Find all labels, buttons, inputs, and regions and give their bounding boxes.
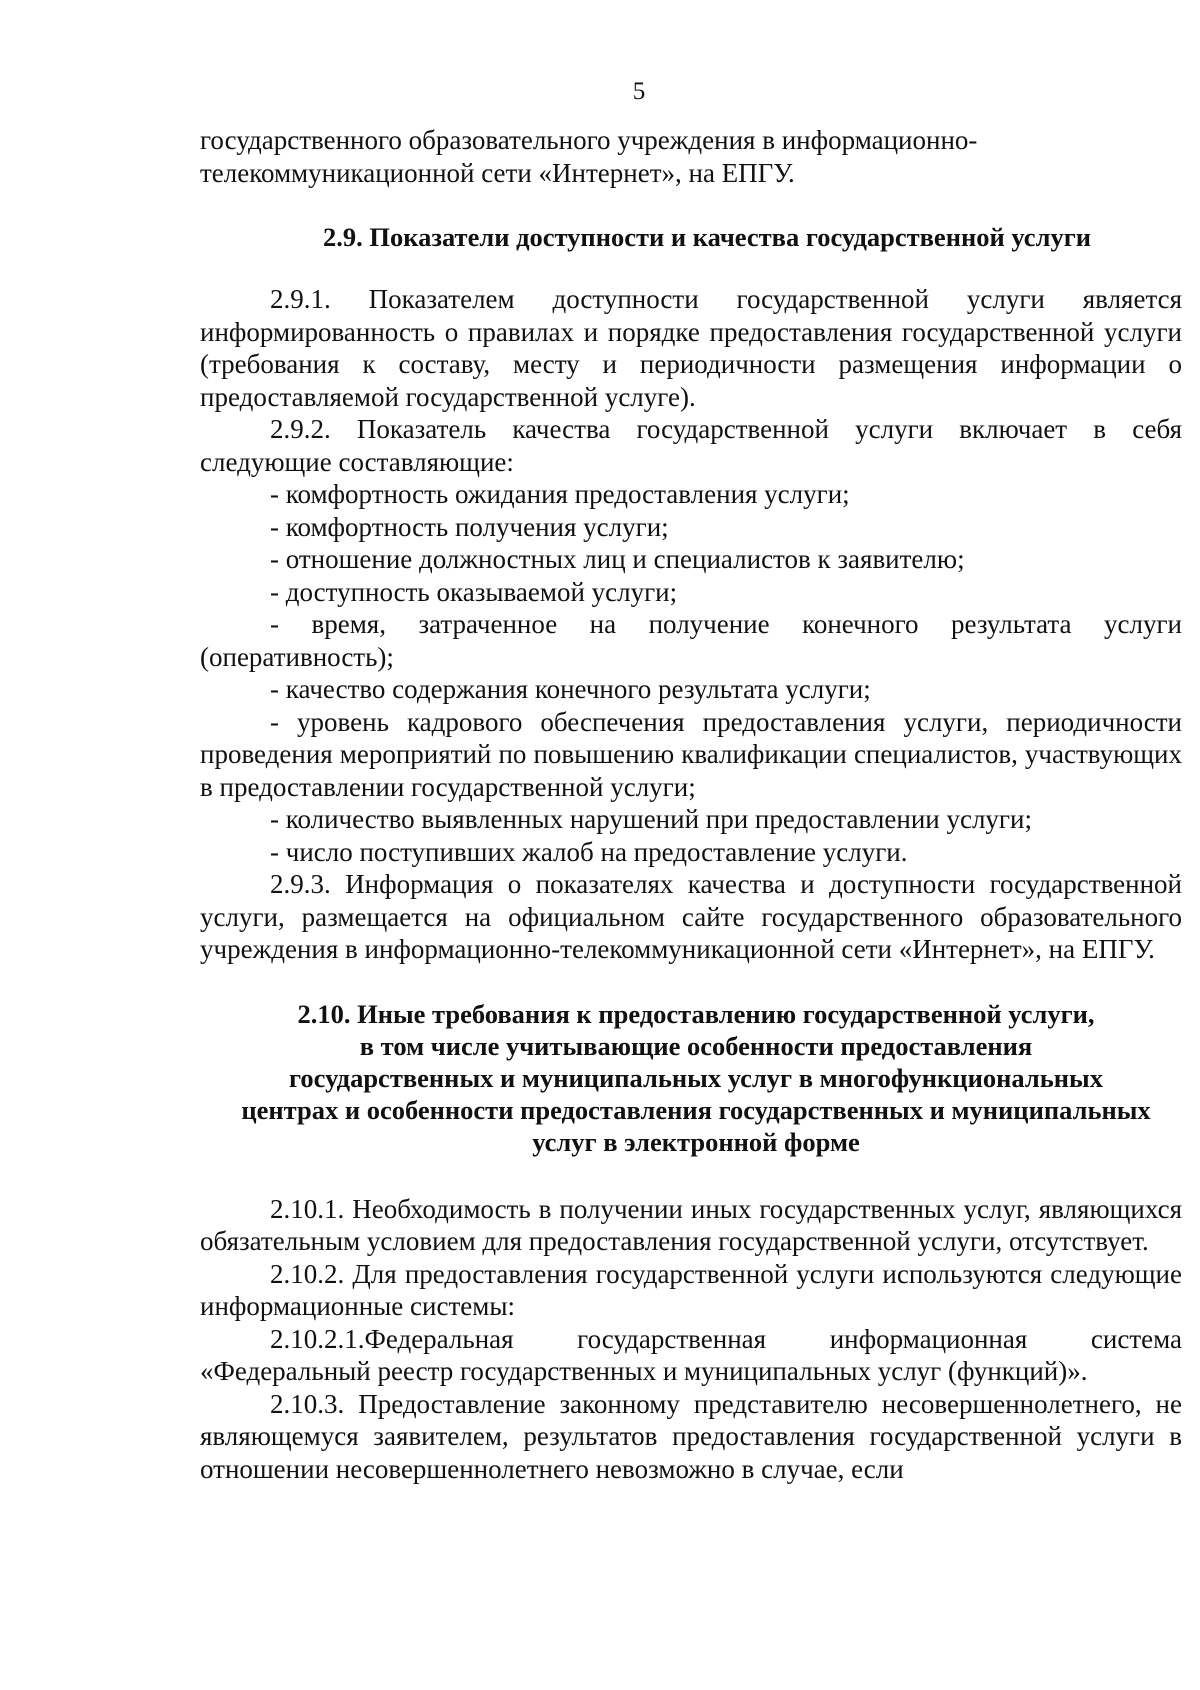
list-item: - качество содержания конечного результата услуги; — [270, 674, 871, 704]
heading-line: в том числе учитывающие особенности предоставления — [359, 1030, 1033, 1061]
heading-line: государственных и муниципальных услуг в многофункциональных — [289, 1062, 1103, 1093]
paragraph-2-10-1: 2.10.1. Необходимость в получении иных государственных услуг, являющихся обязательным условием для предоставления государственной услуги, отсутствует. — [200, 1193, 1182, 1256]
list-item: - число поступивших жалоб на предоставление услуги. — [270, 836, 908, 867]
section-2-10-heading — [200, 998, 1182, 1158]
intro-word: учреждения — [617, 125, 756, 155]
paragraph-2-10-3: 2.10.3. Предоставление законному представителю несовершеннолетнего, не являющемуся заявителем, результатов предоставления государственной услуги в отношении несовершеннолетнего невозможно в случае, если — [200, 1388, 1182, 1484]
heading-line: центрах и особенности предоставления государственных и муниципальных — [241, 1094, 1151, 1125]
paragraph-2-10-2: 2.10.2. Для предоставления государственной услуги используются следующие информационные системы: — [200, 1258, 1182, 1321]
paragraph-2-9-1: 2.9.1. Показателем доступности государственной услуги является информированность о правилах и порядке предоставления государственной услуги (требования к составу, месту и периодичности размещения информации о предоставляемой государственной услуге). — [200, 284, 1182, 412]
intro-line-2: телекоммуникационной сети «Интернет», на ЕПГУ. — [200, 157, 795, 188]
heading-line: 2.10. Иные требования к предоставлению государственной услуги, — [297, 998, 1095, 1029]
intro-line-1 — [200, 124, 1182, 157]
list-item: - количество выявленных нарушений при предоставлении услуги; — [270, 804, 1032, 834]
intro-word: государственного — [200, 125, 402, 155]
paragraph-2-9-3: 2.9.3. Информация о показателях качества и доступности государственной услуги, размещается на официальном сайте государственного образовательного учреждения в информационно-телекоммуникационной сети «Интернет», на ЕПГУ. — [200, 869, 1182, 964]
document-body — [200, 124, 1182, 1485]
list-item: - время, затраченное на получение конечного результата услуги (оперативность); — [200, 609, 1182, 672]
list-item: - комфортность получения услуги; — [270, 511, 669, 542]
paragraph-2-9-2: 2.9.2. Показатель качества государственной услуги включает в себя следующие составляющие: — [200, 414, 1182, 477]
list-item: - отношение должностных лиц и специалистов к заявителю; — [270, 544, 965, 574]
list-item: - комфортность ожидания предоставления услуги; — [270, 479, 850, 509]
list-item: - доступность оказываемой услуги; — [270, 576, 678, 607]
list-item: - уровень кадрового обеспечения предоставления услуги, периодичности проведения мероприятий по повышению квалификации специалистов, участвующих в предоставлении государственной услуги; — [200, 706, 1182, 802]
page-number: 5 — [632, 78, 646, 105]
intro-word: образовательного — [408, 125, 611, 155]
paragraph-2-10-2-1: 2.10.2.1.Федеральная государственная информационная система «Федеральный реестр государственных и муниципальных услуг (функций)». — [200, 1323, 1182, 1386]
intro-word: информационно- — [781, 125, 978, 155]
intro-word: в — [762, 125, 775, 155]
section-2-9-heading: 2.9. Показатели доступности и качества государственной услуги — [322, 222, 1091, 252]
heading-line: услуг в электронной форме — [532, 1126, 860, 1157]
